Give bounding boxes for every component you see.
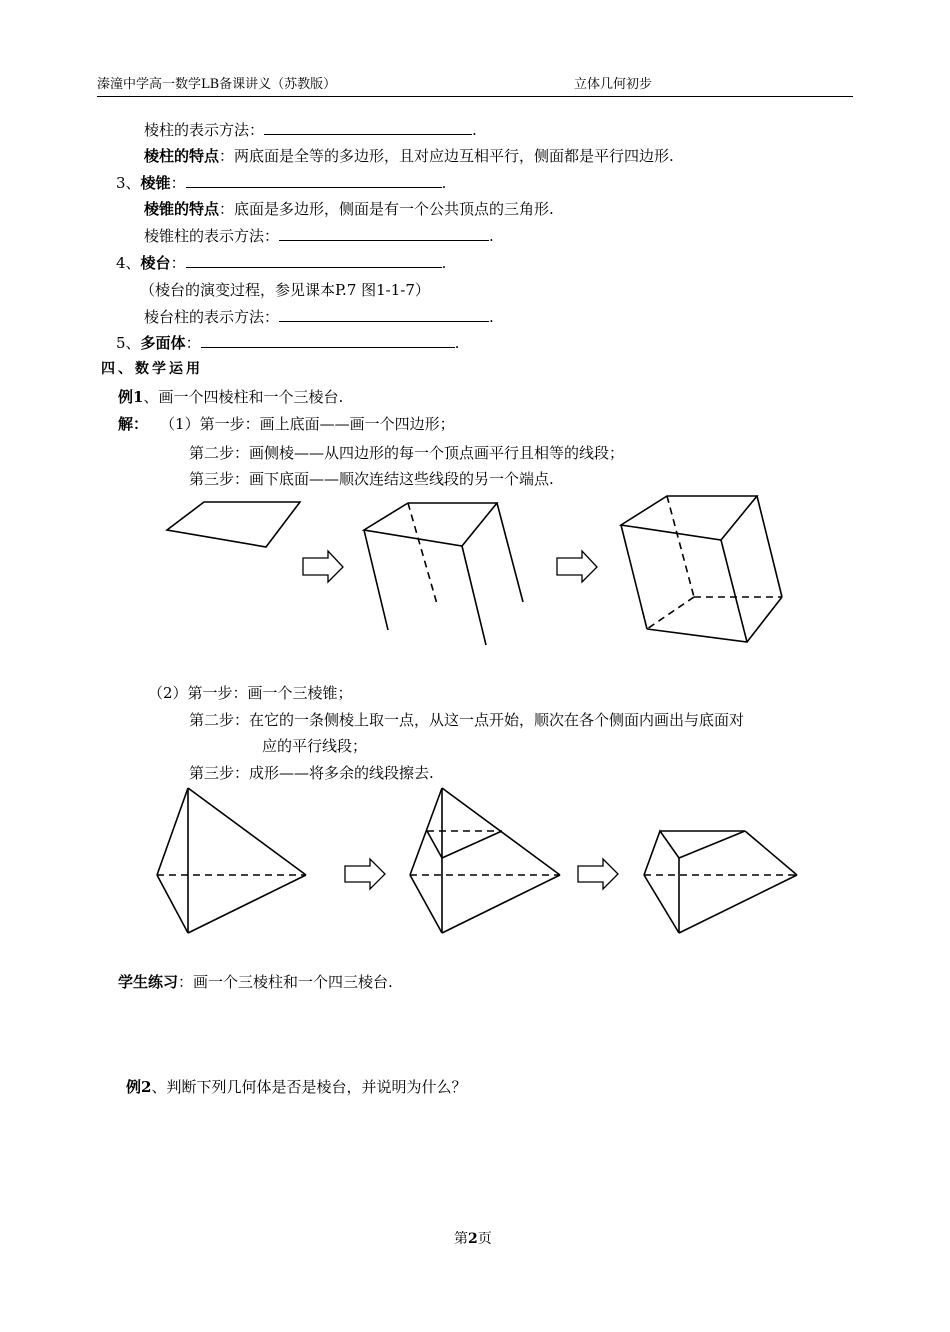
item3-label: 棱锥 <box>140 174 171 192</box>
practice-text: ：画一个三棱柱和一个四三棱台. <box>178 973 393 991</box>
frustum-notation-line: 棱台柱的表示方法： . <box>144 308 494 326</box>
part2-step1: （2）第一步：画一个三棱锥； <box>148 684 353 702</box>
part2-step3: 第三步：成形——将多余的线段擦去. <box>189 764 434 782</box>
frustum-note: （棱台的演变过程，参见课本P.7 图1-1-7） <box>140 281 430 299</box>
item5-line: 5、多面体： . <box>116 334 460 352</box>
step1: （1）第一步：画上底面——画一个四边形； <box>160 415 455 433</box>
pyramid-notation-line: 棱锥柱的表示方法： . <box>144 227 494 245</box>
arrow-4 <box>578 859 618 889</box>
header-right: 立体几何初步 <box>574 77 653 92</box>
item3-line: 3、棱锥： . <box>116 174 447 192</box>
practice-line <box>118 972 393 992</box>
example2-text: 、判断下列几何体是否是棱台，并说明为什么？ <box>151 1078 467 1096</box>
part2-step2a: 第二步：在它的一条侧棱上取一点，从这一点开始，顺次在各个侧面内画出与底面对 <box>189 711 745 729</box>
pyramid-features-label: 棱锥的特点 <box>144 200 220 218</box>
triangular-pyramid <box>157 788 306 933</box>
prism-features-label: 棱柱的特点 <box>144 147 220 165</box>
page-footer: 第2页 <box>454 1231 492 1247</box>
pyramid-features-text: ：底面是多边形，侧面是有一个公共顶点的三角形. <box>219 200 554 218</box>
example2-line <box>126 1077 466 1097</box>
example1-label: 例1 <box>118 388 144 406</box>
item5-label: 多面体 <box>140 334 186 352</box>
prism-notation-label: 棱柱的表示方法： <box>144 121 265 139</box>
practice-label: 学生练习 <box>118 973 179 991</box>
header-left: 溱潼中学高一数学LB备课讲义（苏教版） <box>97 77 337 92</box>
item4-label: 棱台 <box>140 254 171 272</box>
frustum-notation-label: 棱台柱的表示方法： <box>144 308 280 326</box>
triangular-frustum <box>644 831 797 933</box>
example1-text: 、画一个四棱柱和一个三棱台. <box>143 388 344 406</box>
part2-step2b: 应的平行线段； <box>262 737 368 755</box>
cut-pyramid <box>410 788 560 933</box>
prism-notation-line: 棱柱的表示方法： . <box>144 121 477 139</box>
solution-label: 解 <box>118 415 134 433</box>
solution-line: 解： （1）第一步：画上底面——画一个四边形； <box>118 415 455 433</box>
section-heading: 四、数学运用 <box>101 361 203 377</box>
example2-label: 例2 <box>126 1078 152 1096</box>
item4-line: 4、棱台： . <box>116 254 447 272</box>
prism-features-text: ：两底面是全等的多边形，且对应边互相平行，侧面都是平行四边形. <box>219 147 674 165</box>
step2: 第二步：画侧棱——从四边形的每一个顶点画平行且相等的线段； <box>189 444 625 462</box>
pyramid-notation-label: 棱锥柱的表示方法： <box>144 227 280 245</box>
step3: 第三步：画下底面——顺次连结这些线段的另一个端点. <box>189 470 554 488</box>
page-number: 2 <box>468 1231 478 1247</box>
arrow-3 <box>345 859 385 889</box>
